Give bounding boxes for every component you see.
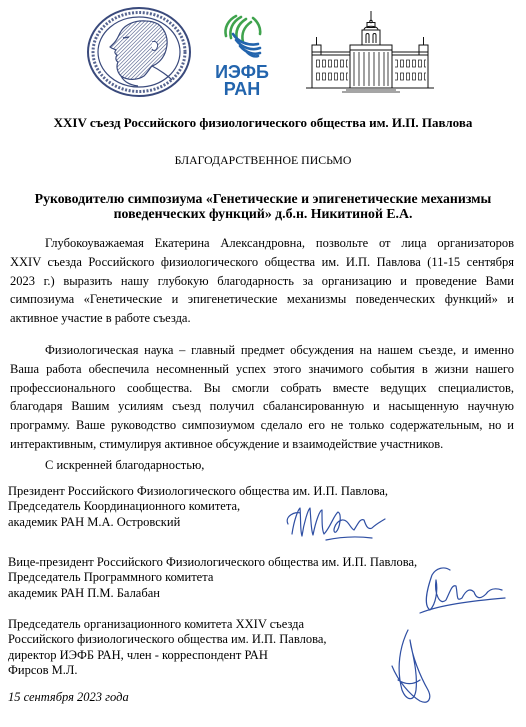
turret-flagpoles — [317, 37, 424, 45]
body-line: 2023 г.) выразить нашу глубокую благодарность за организацию и проведение Вами — [10, 273, 514, 288]
helix-green-stripe — [253, 18, 260, 34]
central-pavilion — [350, 45, 392, 88]
body-line: интерактивным, стимулируя активное обсуждение и взаимодействие участников. — [10, 436, 444, 451]
signature-third — [392, 630, 430, 702]
signatory-line: академик РАН П.М. Балабан — [8, 585, 160, 600]
signatory-line: Президент Российского Физиологического общества им. И.П. Павлова, — [8, 484, 389, 498]
signatory-line: Вице-президент Российского Физиологического общества им. И.П. Павлова, — [8, 555, 418, 569]
logo-text-iefb: ИЭФБ — [215, 62, 269, 82]
dna-helix-icon — [225, 16, 260, 56]
letter-date: 15 сентября 2023 года — [8, 690, 129, 704]
signatory-block — [8, 555, 417, 601]
congress-title: XXIV съезд Российского физиологического общества им. И.П. Павлова — [53, 115, 473, 130]
helix-green-stripe — [242, 22, 251, 42]
academy-building-emblem — [306, 11, 434, 92]
pavlov-society-emblem — [88, 8, 190, 96]
signatory-block — [8, 617, 327, 678]
signatory-line: директор ИЭФБ РАН, член - корреспондент РАН — [8, 647, 268, 662]
tower-windows — [366, 34, 376, 44]
signatory-line: Председатель Программного комитета — [8, 570, 214, 585]
portrait-eye — [123, 37, 129, 38]
left-wing-windows — [315, 59, 348, 85]
tower-dome — [364, 26, 378, 30]
logo-text-ran: РАН — [223, 79, 261, 99]
signatory-line: Российского физиологического общества им. И.П. Павлова, — [8, 632, 327, 647]
body-paragraph — [10, 234, 514, 328]
body-line: профессионального сообщества. Вы смогли собрать вместе ведущих специалистов, — [10, 380, 514, 395]
body-line: благодаря Вашим усилиям съезд получил сбалансированную и насыщенную научную — [10, 399, 514, 414]
body-line: Ваша работа обеспечила несомненный успех этого значимого события в жизни нашего — [10, 361, 514, 376]
signatory-line: Председатель Координационного комитета, — [8, 499, 241, 514]
right-wing-windows — [395, 59, 426, 85]
entrance-steps — [342, 90, 400, 92]
portrait-profile — [110, 21, 167, 80]
signatory-line: академик РАН М.А. Островский — [8, 514, 181, 529]
body-line: симпозиума «Генетические и эпигенетические механизмы поведенческих функций» и — [10, 292, 514, 307]
closing-phrase: С искренней благодарностью, — [45, 458, 205, 472]
header-logos — [0, 0, 526, 105]
iefb-ran-logo — [215, 16, 269, 99]
signatory-line: Фирсов М.Л. — [8, 662, 78, 677]
document-type: БЛАГОДАРСТВЕННОЕ ПИСЬМО — [174, 153, 352, 167]
signatory-block — [8, 484, 388, 530]
body-line: Глубокоуважаемая Екатерина Александровна, позвольте от лица организаторов — [45, 236, 514, 250]
right-turret — [419, 45, 428, 55]
addressee-line: поведенческих функций» д.б.н. Никитиной Е.А. — [113, 206, 413, 221]
signature-second — [420, 568, 505, 613]
tower-body — [362, 30, 380, 45]
pavilion-columns — [354, 52, 388, 86]
portrait-ear — [152, 41, 158, 50]
body-line: XXIV съезда Российского физиологического общества им. И.П. Павлова (11-15 сентября — [10, 254, 514, 269]
signatory-line: Председатель организационного комитета XXIV съезда — [8, 617, 305, 631]
left-turret — [312, 45, 321, 55]
body-line: программу. Ваше руководство симпозиумом сделало его не только содержательным, но и — [10, 418, 514, 433]
body-line: Физиологическая наука – главный предмет обсуждения на нашем съезде, и именно — [45, 343, 514, 357]
addressee-line: Руководителю симпозиума «Генетические и эпигенетические механизмы — [34, 191, 492, 206]
addressee — [0, 191, 526, 221]
body-paragraph — [10, 341, 514, 454]
body-line: активное участие в работе съезда. — [10, 311, 191, 326]
